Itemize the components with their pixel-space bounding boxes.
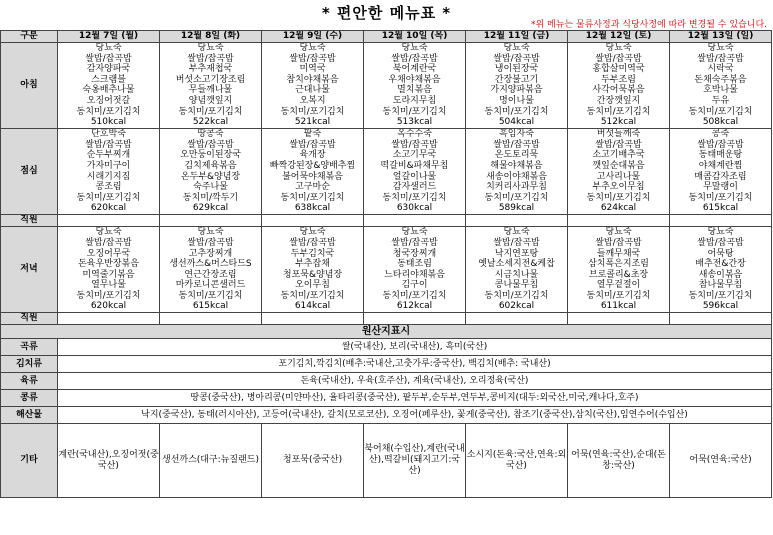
menu-item: 당뇨죽 (605, 43, 632, 53)
header-day: 12월 9일 (수) (262, 31, 364, 43)
origin-value: 낙지(중국산), 동태(러시아산), 고등어(국내산), 갈치(모로코산), 오징어(페루산), 꽃게(중국산), 참조기(중국산),삼치(국산),임연수어(수입산) (58, 407, 772, 424)
menu-item: 온두부&양념장 (180, 171, 241, 182)
origin-label: 육류 (1, 373, 58, 390)
menu-item: 옛날소세지전&케찹 (478, 259, 555, 270)
origin-row (1, 390, 772, 407)
menu-item: 당뇨죽 (95, 227, 122, 238)
origin-row (1, 356, 772, 373)
menu-item: 북어계란국 (392, 64, 437, 75)
menu-item: 고추장찌개 (188, 248, 233, 259)
menu-item: 부추잡채 (295, 259, 330, 270)
staff-cell (58, 215, 160, 227)
calorie-value: 612kcal (396, 301, 433, 312)
calorie-value: 615kcal (192, 301, 229, 312)
menu-item: 낙지연포탕 (494, 248, 539, 259)
menu-item: 브로콜리&초장 (588, 269, 649, 280)
menu-item: 쌀밥/잡곡밥 (391, 139, 438, 150)
menu-item: 동치미/포기김치 (178, 106, 243, 117)
origin-value: 돈육(국내산), 우육(호주산), 계육(국내산), 오리정육(국산) (58, 373, 772, 390)
header-row (1, 31, 772, 43)
menu-item: 쌀밥/잡곡밥 (595, 53, 642, 64)
menu-item: 김치제육볶음 (184, 160, 237, 171)
menu-item: 오복지 (299, 95, 326, 106)
menu-item: 야채계란찜 (698, 160, 743, 171)
origin-row (1, 373, 772, 390)
menu-item: 소고기배추국 (592, 150, 645, 161)
menu-item: 동치미/포기김치 (382, 106, 447, 117)
meal-body (1, 43, 772, 325)
calorie-value: 638kcal (294, 203, 331, 214)
meal-cell (670, 227, 772, 313)
origin-row (1, 407, 772, 424)
menu-item: 감자양파국 (86, 64, 131, 75)
calorie-value: 614kcal (294, 301, 331, 312)
menu-item: 동치미/포기김치 (484, 290, 549, 301)
menu-item: 새송이야채볶음 (486, 171, 547, 182)
header-day: 12월 12일 (토) (568, 31, 670, 43)
meal-cell (466, 43, 568, 129)
menu-item: 간장깻잎지 (596, 95, 641, 106)
staff-cell (364, 313, 466, 325)
calorie-value: 629kcal (192, 203, 229, 214)
staff-row (1, 215, 772, 227)
staff-cell (364, 215, 466, 227)
menu-item: 깻잎순대볶음 (592, 160, 645, 171)
menu-item: 당뇨죽 (707, 227, 734, 238)
menu-item: 배추전&간장 (695, 259, 746, 270)
meal-cell (364, 227, 466, 313)
menu-item: 쌀밥/잡곡밥 (187, 53, 234, 64)
menu-item: 어묵탕 (707, 248, 734, 259)
menu-item: 쌀밥/잡곡밥 (595, 237, 642, 248)
menu-item: 열무나물 (91, 280, 126, 291)
menu-item: 두유 (711, 95, 730, 106)
menu-item: 쌀밥/잡곡밥 (85, 53, 132, 64)
origin-other-cell: 청포묵(중국산) (262, 424, 364, 498)
meal-cell (670, 43, 772, 129)
menu-item: 청포묵&양념장 (282, 269, 343, 280)
menu-item: 해물야채볶음 (490, 160, 543, 171)
staff-cell (262, 313, 364, 325)
menu-item: 동치미/포기김치 (280, 106, 345, 117)
menu-item: 동치미/포기김치 (688, 106, 753, 117)
menu-item: 생선까스&머스타드S (169, 259, 252, 270)
menu-item: 동치미/포기김치 (280, 192, 345, 203)
staff-cell (466, 215, 568, 227)
origin-label: 김치류 (1, 356, 58, 373)
calorie-value: 620kcal (90, 203, 127, 214)
origin-other-label: 기타 (1, 424, 58, 498)
menu-item: 쌀밥/잡곡밥 (493, 237, 540, 248)
menu-item: 쌀밥/잡곡밥 (493, 53, 540, 64)
origin-label: 해산물 (1, 407, 58, 424)
meal-label: 저녁 (1, 227, 58, 313)
menu-item: 두부김치국 (290, 248, 335, 259)
menu-item: 시락국 (707, 64, 734, 75)
origin-label: 콩류 (1, 390, 58, 407)
menu-item: 동치미/포기김치 (280, 290, 345, 301)
origin-other-cell: 생선까스(대구:뉴질랜드) (160, 424, 262, 498)
page-title: * 편안한 메뉴표 * (321, 4, 452, 22)
meal-label: 점심 (1, 129, 58, 215)
menu-item: 무말랭이 (703, 182, 738, 193)
menu-item: 당뇨죽 (299, 43, 326, 53)
menu-item: 당뇨죽 (605, 227, 632, 238)
staff-cell (160, 215, 262, 227)
menu-item: 쌀밥/잡곡밥 (697, 53, 744, 64)
staff-cell (568, 313, 670, 325)
menu-item: 떡갈비&파채무침 (380, 160, 449, 171)
meal-cell (160, 43, 262, 129)
origin-value: 포기김치,깍김치(배추:국내산,고춧가루:중국산), 백김치(배추: 국내산) (58, 356, 772, 373)
menu-item: 부추재첩국 (188, 64, 233, 75)
meal-row (1, 227, 772, 313)
menu-item: 숙옹배추나물 (82, 85, 135, 96)
menu-item: 동치미/포기김치 (76, 290, 141, 301)
meal-cell (262, 129, 364, 215)
menu-item: 당뇨죽 (707, 43, 734, 53)
origin-other-cell: 북어채(수입산),계란(국내산),떡갈비(돼지고기:국산) (364, 424, 466, 498)
menu-item: 버섯소고기장조림 (175, 74, 246, 85)
calorie-value: 510kcal (90, 117, 127, 128)
menu-item: 고사리나물 (596, 171, 641, 182)
menu-item: 쌀밥/잡곡밥 (289, 237, 336, 248)
calorie-value: 630kcal (396, 203, 433, 214)
menu-item: 부추오이무침 (592, 182, 645, 193)
calorie-value: 620kcal (90, 301, 127, 312)
menu-item: 냉이된장국 (494, 64, 539, 75)
menu-item: 단호박죽 (91, 129, 126, 140)
menu-item: 당뇨죽 (95, 43, 122, 53)
menu-item: 쌀밥/잡곡밥 (697, 139, 744, 150)
menu-item: 동치미/포기김치 (76, 192, 141, 203)
menu-item: 육개장 (299, 150, 326, 161)
menu-item: 쌀밥/잡곡밥 (391, 53, 438, 64)
origin-other-cell: 어묵(연육:국산),순대(돈창:국산) (568, 424, 670, 498)
calorie-value: 624kcal (600, 203, 637, 214)
calorie-value: 602kcal (498, 301, 535, 312)
menu-item: 도라지무침 (392, 95, 437, 106)
calorie-value: 596kcal (702, 301, 739, 312)
calorie-value: 615kcal (702, 203, 739, 214)
calorie-value: 522kcal (192, 117, 229, 128)
header-day: 12월 8일 (화) (160, 31, 262, 43)
menu-item: 멸치볶음 (397, 85, 432, 96)
menu-item: 동태매운탕 (698, 150, 743, 161)
menu-item: 당뇨죽 (503, 227, 530, 238)
menu-item: 호박나물 (703, 85, 738, 96)
meal-cell (160, 227, 262, 313)
menu-item: 소고기무국 (392, 150, 437, 161)
menu-item: 당뇨죽 (401, 227, 428, 238)
menu-item: 김구이 (401, 280, 428, 291)
origin-body (1, 339, 772, 424)
menu-item: 동치미/포기김치 (484, 192, 549, 203)
menu-item: 돈채숙주볶음 (694, 74, 747, 85)
menu-item: 동치미/포기김치 (484, 106, 549, 117)
calorie-value: 521kcal (294, 117, 331, 128)
staff-cell (670, 215, 772, 227)
menu-item: 불어묵야채볶음 (282, 171, 343, 182)
menu-item: 숙주나물 (193, 182, 228, 193)
menu-item: 치커리사과무침 (486, 182, 547, 193)
menu-item: 쌀밥/잡곡밥 (85, 139, 132, 150)
origin-title: 원산지표시 (1, 325, 772, 339)
menu-item: 쌀밥/잡곡밥 (493, 139, 540, 150)
header-day: 12월 7일 (월) (58, 31, 160, 43)
menu-item: 흑임자죽 (499, 129, 534, 140)
menu-item: 느타리야채볶음 (384, 269, 445, 280)
menu-item: 미역국 (299, 64, 326, 75)
menu-item: 옥수수죽 (397, 129, 432, 140)
menu-item: 가지양파볶음 (490, 85, 543, 96)
menu-item: 쌀밥/잡곡밥 (697, 237, 744, 248)
menu-item: 시래기지짐 (86, 171, 131, 182)
staff-label: 직원 (1, 215, 58, 227)
menu-item: 명이나물 (499, 95, 534, 106)
menu-item: 홍합살미역국 (592, 64, 645, 75)
origin-other-cell: 어묵(연육:국산) (670, 424, 772, 498)
menu-item: 오만둥이된장국 (180, 150, 241, 161)
calorie-value: 589kcal (498, 203, 535, 214)
menu-item: 순두부찌개 (86, 150, 131, 161)
meal-cell (160, 129, 262, 215)
menu-item: 쌀밥/잡곡밥 (187, 139, 234, 150)
menu-item: 새송이볶음 (698, 269, 743, 280)
staff-cell (568, 215, 670, 227)
meal-cell (364, 129, 466, 215)
menu-item: 쌀밥/잡곡밥 (85, 237, 132, 248)
menu-item: 빠짝강된장&양배추찜 (269, 160, 356, 171)
menu-item: 무들깨나물 (188, 85, 233, 96)
menu-item: 참나물무침 (698, 280, 743, 291)
menu-item: 감자샐러드 (392, 182, 437, 193)
menu-item: 쌀밥/잡곡밥 (187, 237, 234, 248)
change-notice: *위 메뉴는 물류사정과 식당사정에 따라 변경될 수 있습니다. (530, 20, 767, 30)
meal-row (1, 129, 772, 215)
meal-cell (568, 43, 670, 129)
menu-item: 연근간장조림 (184, 269, 237, 280)
menu-item: 콩나물무침 (494, 280, 539, 291)
menu-item: 동치미/포기김치 (382, 290, 447, 301)
menu-item: 온도토리묵 (494, 150, 539, 161)
meal-cell (262, 227, 364, 313)
staff-cell (670, 313, 772, 325)
menu-item: 오징어젓갈 (86, 95, 131, 106)
menu-item: 청국장찌개 (392, 248, 437, 259)
origin-row (1, 339, 772, 356)
menu-item: 동치미/포기김치 (382, 192, 447, 203)
menu-item: 돈육우반장볶음 (78, 259, 139, 270)
origin-value: 쌀(국내산), 보리(국내산), 흑미(국산) (58, 339, 772, 356)
menu-item: 동치미/포기김치 (586, 106, 651, 117)
origin-other-cell: 소시지(돈육:국산,연육:외국산) (466, 424, 568, 498)
menu-item: 당뇨죽 (503, 43, 530, 53)
menu-item: 콩죽 (711, 129, 730, 140)
menu-item: 근대나물 (295, 85, 330, 96)
origin-label: 곡류 (1, 339, 58, 356)
menu-item: 스크램블 (91, 74, 126, 85)
menu-item: 땅콩죽 (197, 129, 224, 140)
calorie-value: 508kcal (702, 117, 739, 128)
menu-item: 양념깻잎지 (188, 95, 233, 106)
menu-item: 동치미/포기김치 (688, 290, 753, 301)
menu-item: 삼치폭은지조림 (588, 259, 649, 270)
menu-item: 동치미/포기김치 (76, 106, 141, 117)
origin-title-row (1, 325, 772, 339)
menu-item: 동태조림 (397, 259, 432, 270)
menu-item: 들깨무채국 (596, 248, 641, 259)
calorie-value: 611kcal (600, 301, 637, 312)
header-day: 12월 13일 (일) (670, 31, 772, 43)
menu-item: 당뇨죽 (197, 227, 224, 238)
menu-item: 동치미/포기김치 (178, 290, 243, 301)
calorie-value: 512kcal (600, 117, 637, 128)
origin-value: 땅콩(중국산), 병아리콩(미얀마산), 율타리콩(중국산), 팥두부,순두부,연두부,콩비지(대두:외국산,미국,캐나다,호주) (58, 390, 772, 407)
menu-item: 참치야채볶음 (286, 74, 339, 85)
meal-row (1, 43, 772, 129)
meal-cell (466, 227, 568, 313)
menu-item: 당뇨죽 (401, 43, 428, 53)
menu-item: 쌀밥/잡곡밥 (391, 237, 438, 248)
origin-other-row (1, 424, 772, 498)
meal-cell (58, 129, 160, 215)
staff-cell (58, 313, 160, 325)
menu-table (0, 30, 772, 498)
meal-label: 아침 (1, 43, 58, 129)
menu-item: 쌀밥/잡곡밥 (289, 53, 336, 64)
origin-other-cell: 계란(국내산),오징어젓(중국산) (58, 424, 160, 498)
staff-row (1, 313, 772, 325)
header-label: 구분 (1, 31, 58, 43)
menu-item: 가자미구이 (86, 160, 131, 171)
menu-item: 사각어묵볶음 (592, 85, 645, 96)
calorie-value: 513kcal (396, 117, 433, 128)
menu-item: 당뇨죽 (299, 227, 326, 238)
menu-item: 동치미/깍두기 (182, 192, 239, 203)
menu-item: 동치미/포기김치 (586, 192, 651, 203)
menu-item: 두부조림 (601, 74, 636, 85)
meal-cell (568, 227, 670, 313)
menu-item: 쌀밥/잡곡밥 (289, 139, 336, 150)
menu-item: 버섯들깨죽 (596, 129, 641, 140)
menu-item: 얼갈이나물 (392, 171, 437, 182)
menu-item: 동치미/포기김치 (688, 192, 753, 203)
staff-cell (160, 313, 262, 325)
menu-item: 시금치나물 (494, 269, 539, 280)
menu-item: 쌀밥/잡곡밥 (595, 139, 642, 150)
meal-cell (670, 129, 772, 215)
menu-item: 팥죽 (303, 129, 322, 140)
calorie-value: 504kcal (498, 117, 535, 128)
menu-item: 간장불고기 (494, 74, 539, 85)
meal-cell (568, 129, 670, 215)
staff-cell (466, 313, 568, 325)
menu-item: 미역줄기볶음 (82, 269, 135, 280)
menu-item: 매콤감자조림 (694, 171, 747, 182)
menu-item: 고구마순 (295, 182, 330, 193)
menu-item: 오이무침 (295, 280, 330, 291)
header-day: 12월 10일 (목) (364, 31, 466, 43)
meal-cell (364, 43, 466, 129)
header-day: 12월 11일 (금) (466, 31, 568, 43)
staff-label: 직원 (1, 313, 58, 325)
menu-item: 당뇨죽 (197, 43, 224, 53)
menu-item: 오징어무국 (86, 248, 131, 259)
menu-item: 동치미/포기김치 (586, 290, 651, 301)
meal-cell (262, 43, 364, 129)
menu-item: 마카로니콘샐러드 (175, 280, 246, 291)
staff-cell (262, 215, 364, 227)
menu-item: 콩조림 (95, 182, 122, 193)
meal-cell (466, 129, 568, 215)
meal-cell (58, 43, 160, 129)
menu-item: 열무겉절이 (596, 280, 641, 291)
menu-item: 우채야채볶음 (388, 74, 441, 85)
meal-cell (58, 227, 160, 313)
